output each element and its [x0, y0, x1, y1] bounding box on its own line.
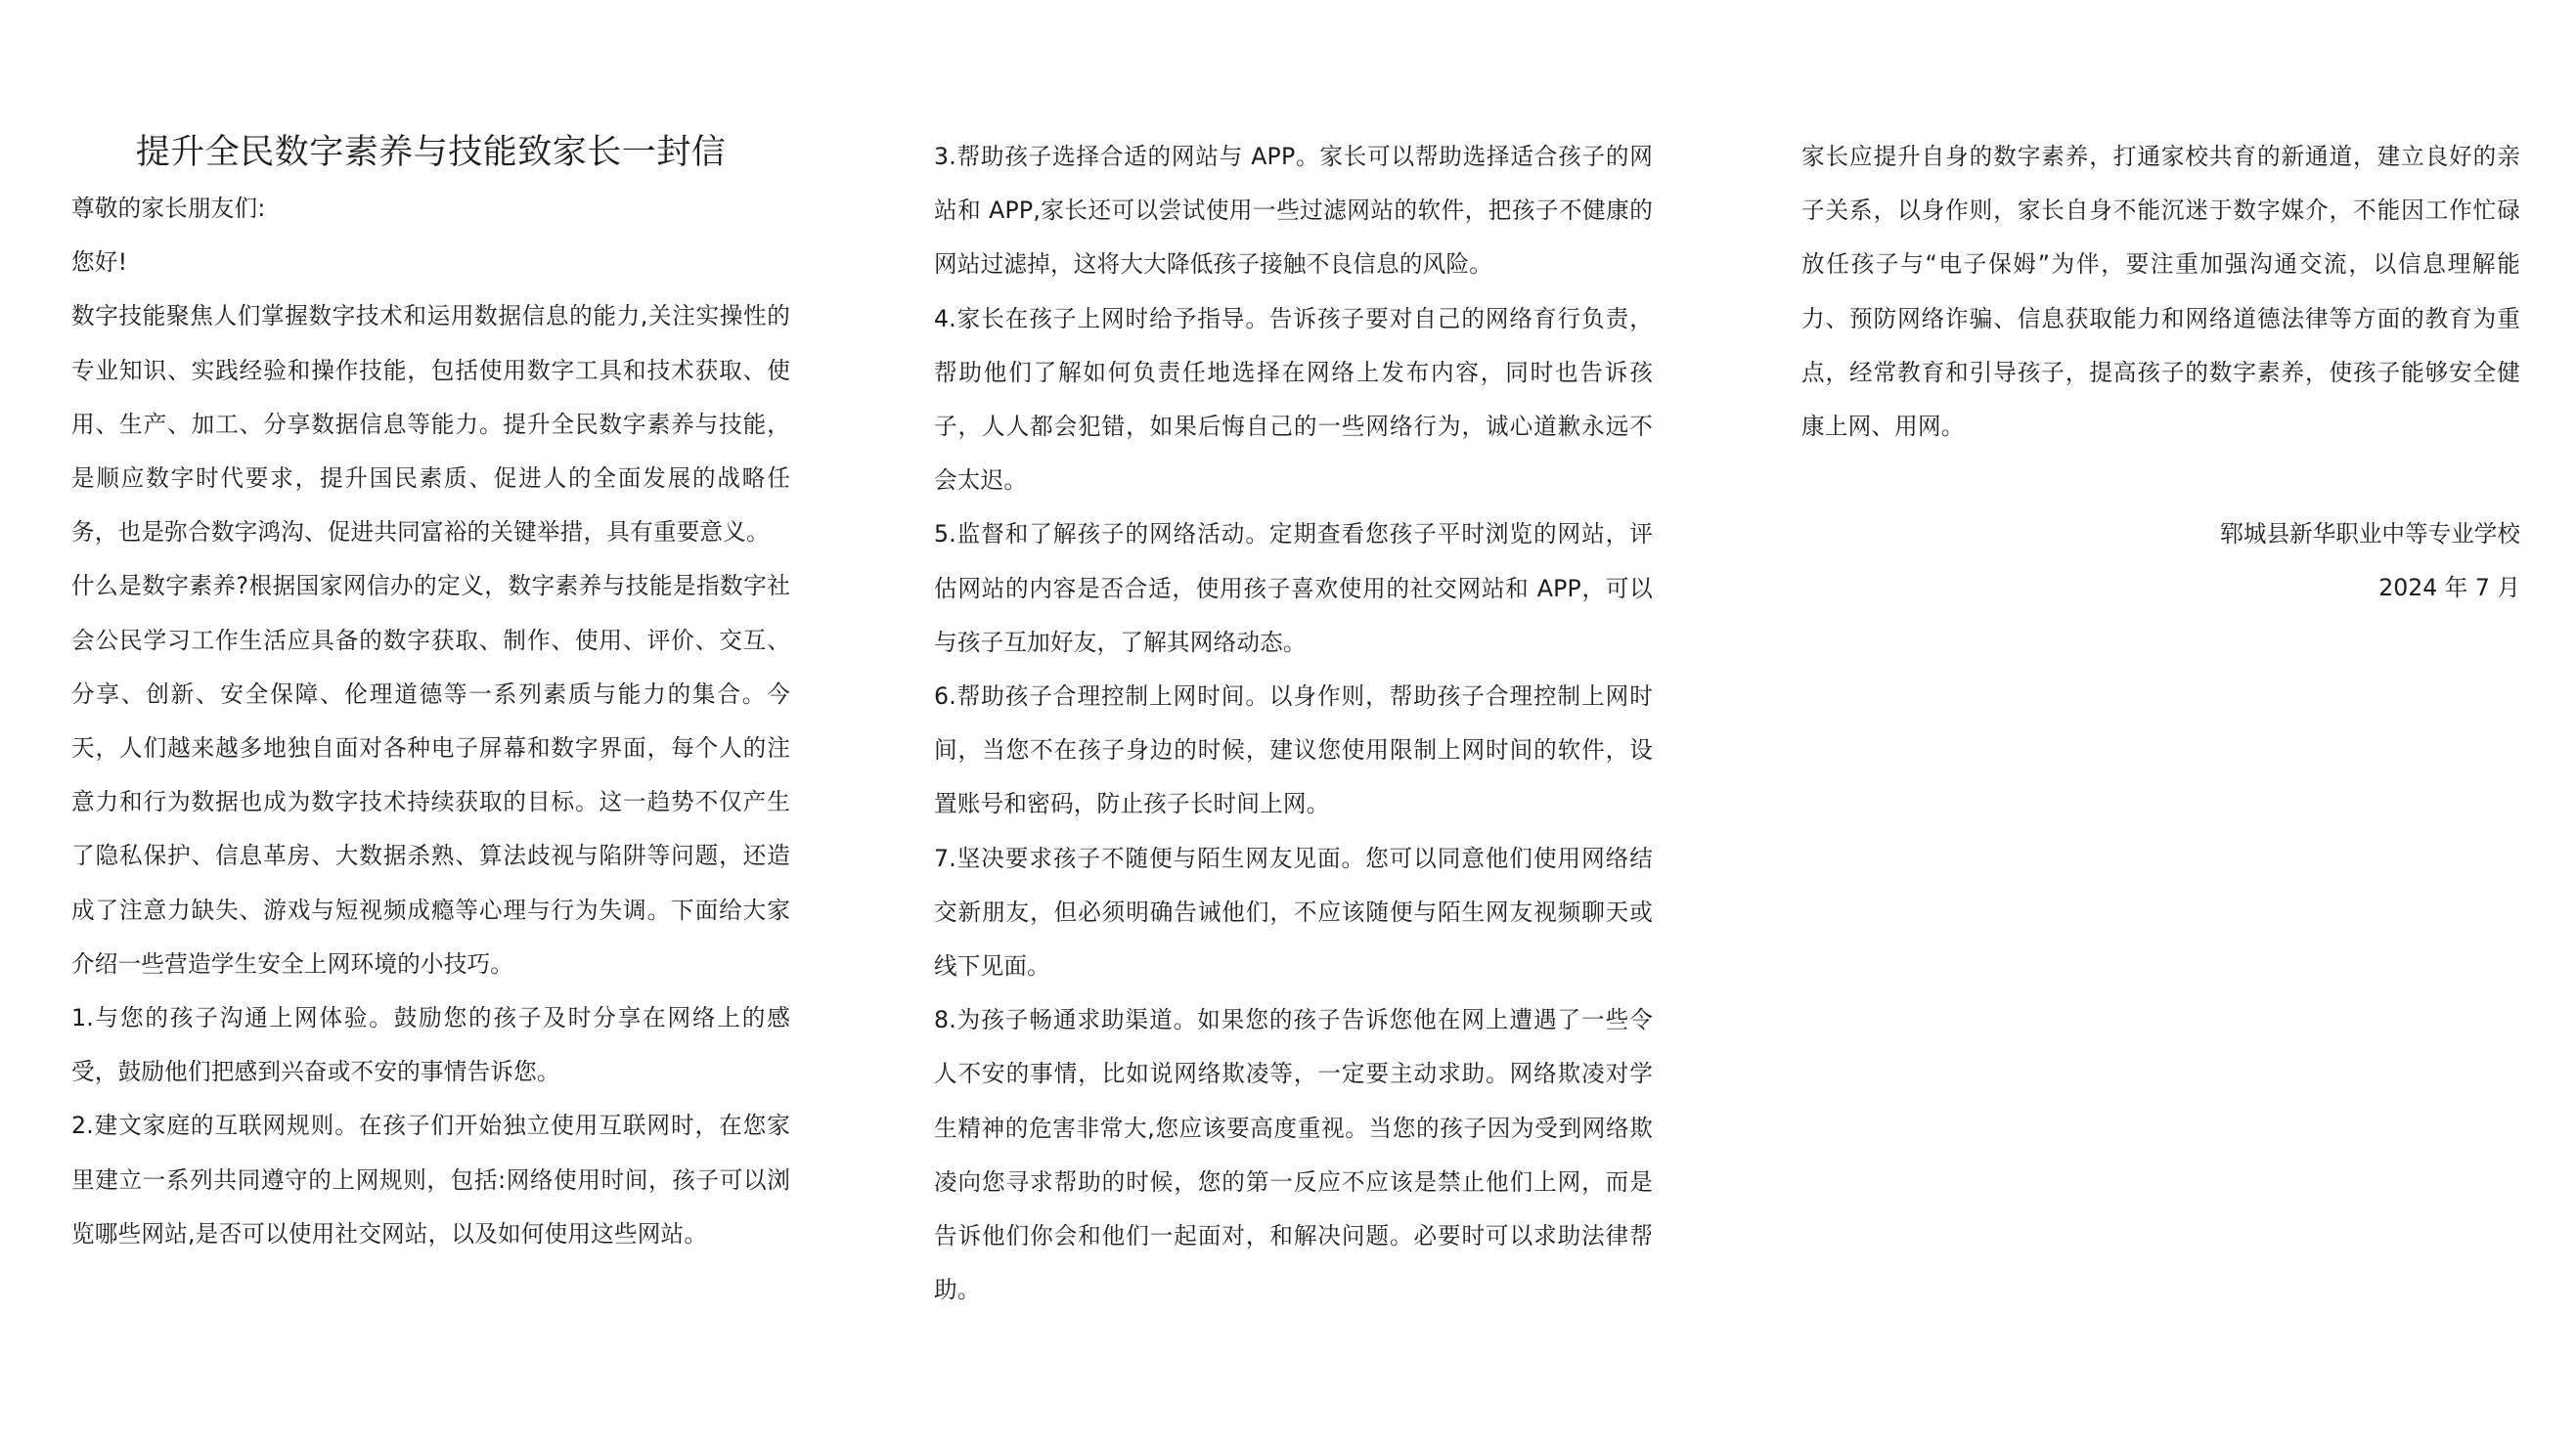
- greeting: 您好!: [71, 248, 128, 277]
- tip-2: 2.建文家庭的互联网规则。在孩子们开始独立使用互联网时，在您家里建立一系列共同遵守的上网规则，包括:网络使用时间，孩子可以浏览哪些网站,是否可以使用社交网站，以及如何使用这些网站。: [71, 1112, 790, 1248]
- salutation: 尊敬的家长朋友们:: [71, 195, 266, 222]
- tip-3: 3.帮助孩子选择合适的网站与 APP。家长可以帮助选择适合孩子的网站和 APP,家长还可以尝试使用一些过滤网站的软件，把孩子不健康的网站过滤掉，这将大大降低孩子接触不良信息的风险。: [934, 143, 1653, 279]
- tip-8: 8.为孩子畅通求助渠道。如果您的孩子告诉您他在网上遭遇了一些令人不安的事情，比如说网络欺凌等，一定要主动求助。网络欺凌对学生精神的危害非常大,您应该要高度重视。当您的孩子因为受到网络欺凌向您寻求帮助的时候，您的第一反应不应该是禁止他们上网，而是告诉他们你会和他们一起面对，和解决问题。必要时可以求助法律帮助。: [934, 1006, 1653, 1304]
- tip-6: 6.帮助孩子合理控制上网时间。以身作则，帮助孩子合理控制上网时间，当您不在孩子身边的时候，建议您使用限制上网时间的软件，设置账号和密码，防止孩子长时间上网。: [934, 682, 1653, 818]
- tip-1: 1.与您的孩子沟通上网体验。鼓励您的孩子及时分享在网络上的感受，鼓励他们把感到兴奋或不安的事情告诉您。: [71, 1004, 790, 1086]
- signature-spacer: [1801, 454, 2520, 507]
- paragraph-intro: 数字技能聚焦人们掌握数字技术和运用数据信息的能力,关注实操性的专业知识、实践经验和操作技能，包括使用数字工具和技术获取、使用、生产、加工、分享数据信息等能力。提升全民数字素养与技能，是顺应数字时代要求，提升国民素质、促进人的全面发展的战略任务，也是弥合数字鸿沟、促进共同富裕的关键举措，具有重要意义。: [71, 302, 790, 547]
- column-right: [1801, 130, 2520, 616]
- tip-7: 7.坚决要求孩子不随便与陌生网友见面。您可以同意他们使用网络结交新朋友，但必须明确告诫他们，不应该随便与陌生网友视频聊天或线下见面。: [934, 844, 1653, 981]
- column-middle: [934, 130, 1653, 1317]
- paragraph-closing: 家长应提升自身的数字素养，打通家校共育的新通道，建立良好的亲子关系，以身作则，家长自身不能沉迷于数字媒介，不能因工作忙碌放任孩子与“电子保姆”为伴，要注重加强沟通交流，以信息理解能力、预防网络诈骗、信息获取能力和网络道德法律等方面的教育为重点，经常教育和引导孩子，提高孩子的数字素养，使孩子能够安全健康上网、用网。: [1801, 143, 2520, 441]
- signature-date: 2024 年 7 月: [2378, 574, 2520, 602]
- column-left: [71, 130, 790, 1261]
- signature-school: 郓城县新华职业中等专业学校: [2220, 520, 2520, 548]
- tip-4: 4.家长在孩子上网时给予指导。告诉孩子要对自己的网络育行负责，帮助他们了解如何负责任地选择在网络上发布内容，同时也告诉孩子，人人都会犯错，如果后悔自己的一些网络行为，诚心道歉永远不会太迟。: [934, 304, 1653, 495]
- letter-title: 提升全民数字素养与技能致家长一封信: [135, 133, 727, 172]
- paragraph-definition: 什么是数字素养?根据国家网信办的定义，数字素养与技能是指数字社会公民学习工作生活应具备的数字获取、制作、使用、评价、交互、分享、创新、安全保障、伦理道德等一系列素质与能力的集合。今天，人们越来越多地独自面对各种电子屏幕和数字界面，每个人的注意力和行为数据也成为数字技术持续获取的目标。这一趋势不仅产生了隐私保护、信息革房、大数据杀熟、算法歧视与陷阱等问题，还造成了注意力缺失、游戏与短视频成瘾等心理与行为失调。下面给大家介绍一些营造学生安全上网环境的小技巧。: [71, 572, 790, 978]
- tip-5: 5.监督和了解孩子的网络活动。定期查看您孩子平时浏览的网站，评估网站的内容是否合适，使用孩子喜欢使用的社交网站和 APP，可以与孩子互加好友，了解其网络动态。: [934, 520, 1653, 656]
